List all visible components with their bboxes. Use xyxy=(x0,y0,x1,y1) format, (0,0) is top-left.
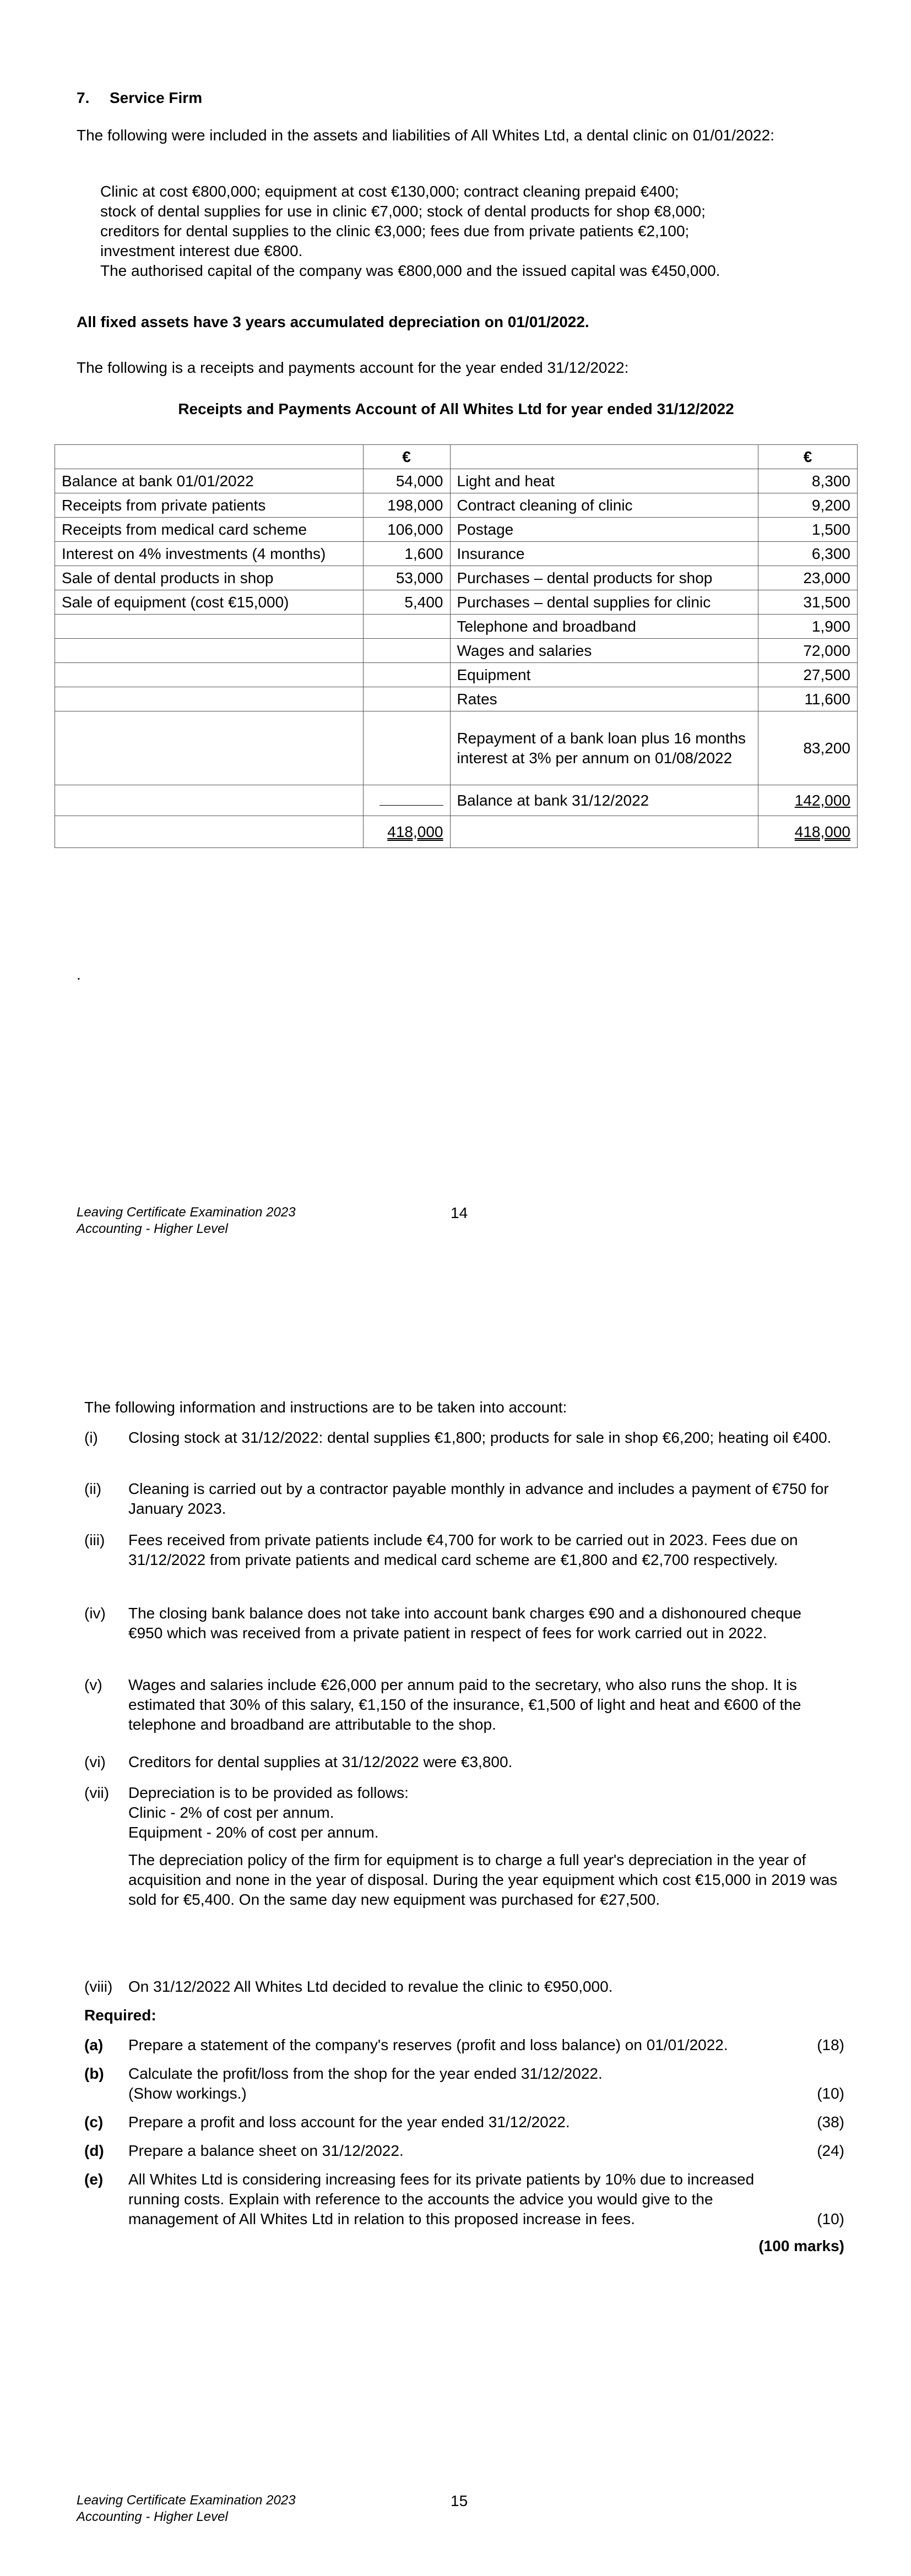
payment-value: 6,300 xyxy=(758,542,858,566)
receipt-value: 106,000 xyxy=(363,518,450,542)
question-label: (d) xyxy=(84,2142,104,2159)
receipt-value: 54,000 xyxy=(363,469,450,493)
footer-subject: Accounting - Higher Level xyxy=(77,2509,228,2524)
receipt-value xyxy=(363,687,450,711)
closing-balance-value: 142,000 xyxy=(794,791,850,809)
receipt-label xyxy=(55,687,364,711)
receipt-label: Receipts from medical card scheme xyxy=(55,518,364,542)
item-label: (vii) xyxy=(84,1784,110,1801)
question-item xyxy=(84,2141,844,2161)
receipt-label: Balance at bank 01/01/2022 xyxy=(55,469,364,493)
payment-label: Rates xyxy=(450,687,758,711)
receipt-label xyxy=(55,816,364,848)
required-heading: Required: xyxy=(84,2007,156,2024)
question-text: Prepare a profit and loss account for the year ended 31/12/2022. xyxy=(128,2113,570,2131)
payment-label: Insurance xyxy=(450,542,758,566)
footer xyxy=(77,1204,296,1237)
payments-total-cell xyxy=(758,816,858,848)
table-row-loan xyxy=(55,711,858,785)
closing-balance-cell xyxy=(758,785,858,816)
item-label: (v) xyxy=(84,1676,102,1693)
table-row-closing xyxy=(55,785,858,816)
item-label: (ii) xyxy=(84,1480,102,1497)
question-marks: (24) xyxy=(817,2142,844,2159)
receipt-label: Interest on 4% investments (4 months) xyxy=(55,542,364,566)
intro-paragraph: The following were included in the assets and liabilities of All Whites Ltd, a dental clinic on 01/01/2022: xyxy=(77,127,774,144)
question-label: (e) xyxy=(84,2171,104,2188)
question-item xyxy=(84,2170,844,2229)
table-row xyxy=(55,542,858,566)
total-marks: (100 marks) xyxy=(758,2237,844,2254)
receipts-total: 418,000 xyxy=(387,823,443,840)
instruction-item xyxy=(84,1604,844,1643)
table-row xyxy=(55,590,858,615)
question-subtext: (Show workings.) xyxy=(128,2085,247,2102)
payment-value: 72,000 xyxy=(758,639,858,663)
question-marks: (18) xyxy=(817,2036,844,2053)
payment-value: 11,600 xyxy=(758,687,858,711)
depreciation-note: All fixed assets have 3 years accumulated depreciation on 01/01/2022. xyxy=(77,313,589,330)
payment-label: Light and heat xyxy=(450,469,758,493)
item-label: (vi) xyxy=(84,1753,106,1770)
rp-intro: The following is a receipts and payments account for the year ended 31/12/2022: xyxy=(77,359,629,376)
closing-balance-label: Balance at bank 31/12/2022 xyxy=(450,785,758,816)
item-text: Cleaning is carried out by a contractor payable monthly in advance and includes a payment of €750 for January 2023. xyxy=(128,1480,829,1517)
receipt-value xyxy=(363,711,450,785)
payment-label: Telephone and broadband xyxy=(450,615,758,639)
table-title: Receipts and Payments Account of All Whites Ltd for year ended 31/12/2022 xyxy=(178,400,734,417)
instruction-item xyxy=(84,1479,844,1519)
item-text: Closing stock at 31/12/2022: dental supplies €1,800; products for sale in shop €6,200; heating oil €400. xyxy=(128,1429,832,1446)
question-label: (c) xyxy=(84,2113,104,2131)
opening-line: stock of dental supplies for use in clinic €7,000; stock of dental products for shop €8,000; xyxy=(100,203,706,220)
table-row-totals xyxy=(55,816,858,848)
loan-repayment-label: Repayment of a bank loan plus 16 months interest at 3% per annum on 01/08/2022 xyxy=(450,711,758,785)
table-header-row xyxy=(55,445,858,469)
question-marks: (10) xyxy=(817,2210,844,2227)
item-label: (iii) xyxy=(84,1531,105,1548)
receipt-value xyxy=(363,639,450,663)
instruction-item xyxy=(84,1783,844,1910)
receipt-label: Sale of equipment (cost €15,000) xyxy=(55,590,364,615)
payment-label: Purchases – dental products for shop xyxy=(450,566,758,590)
item-text: On 31/12/2022 All Whites Ltd decided to revalue the clinic to €950,000. xyxy=(128,1978,613,1995)
receipt-label: Receipts from private patients xyxy=(55,493,364,518)
item-text: Fees received from private patients include €4,700 for work to be carried out in 2023. Fees due on 31/12/2022 from private patients and medical card scheme are €1,800 and €2,700 respectively. xyxy=(128,1531,798,1568)
capital-line: The authorised capital of the company was €800,000 and the issued capital was €450,000. xyxy=(100,262,720,279)
payment-label: Wages and salaries xyxy=(450,639,758,663)
opening-balances-block xyxy=(100,182,860,281)
table-row xyxy=(55,518,858,542)
table-row xyxy=(55,469,858,493)
loan-repayment-value: 83,200 xyxy=(758,711,858,785)
item-text: Wages and salaries include €26,000 per annum paid to the secretary, who also runs the shop. It is estimated that 30% of this salary, €1,150 of the insurance, €1,500 of light and heat and €600 of the telephone and broadband are attributable to the shop. xyxy=(128,1676,801,1733)
payment-value: 8,300 xyxy=(758,469,858,493)
receipts-total-cell xyxy=(363,816,450,848)
item-label: (viii) xyxy=(84,1978,113,1995)
receipt-value: 53,000 xyxy=(363,566,450,590)
page-number: 15 xyxy=(451,2492,468,2509)
footer-exam: Leaving Certificate Examination 2023 xyxy=(77,1205,296,1220)
question-text: Prepare a statement of the company's reserves (profit and loss balance) on 01/01/2022. xyxy=(128,2036,728,2053)
header-blank xyxy=(55,445,364,469)
question-item xyxy=(84,2112,844,2132)
opening-line: Clinic at cost €800,000; equipment at cost €130,000; contract cleaning prepaid €400; xyxy=(100,183,679,200)
page-number: 14 xyxy=(451,1204,468,1221)
table-row xyxy=(55,615,858,639)
question-label: (a) xyxy=(84,2036,104,2053)
receipts-currency-header: € xyxy=(363,445,450,469)
depreciation-policy: The depreciation policy of the firm for equipment is to charge a full year's depreciation in the year of acquisition and none in the year of disposal. During the year equipment which cost €15,000 in 2019 was sold for €5,400. On the same day new equipment was purchased for €27,500. xyxy=(128,1851,838,1908)
payment-value: 1,900 xyxy=(758,615,858,639)
table-row xyxy=(55,639,858,663)
payment-value: 23,000 xyxy=(758,566,858,590)
item-label: (i) xyxy=(84,1429,98,1446)
stray-mark: . xyxy=(77,966,81,983)
receipt-subtotal-line xyxy=(363,785,450,816)
receipt-label xyxy=(55,663,364,687)
table-row xyxy=(55,687,858,711)
page-15 xyxy=(0,1288,911,2576)
instruction-item xyxy=(84,1752,844,1772)
receipt-label xyxy=(55,711,364,785)
footer-exam: Leaving Certificate Examination 2023 xyxy=(77,2493,296,2508)
depreciation-clinic: Clinic - 2% of cost per annum. xyxy=(128,1804,334,1821)
instruction-item xyxy=(84,1428,844,1448)
instructions-intro: The following information and instructions are to be taken into account: xyxy=(84,1399,567,1416)
question-number: 7. xyxy=(77,89,90,106)
instruction-item xyxy=(84,1675,844,1735)
receipt-value: 198,000 xyxy=(363,493,450,518)
item-text: The closing bank balance does not take into account bank charges €90 and a dishonoured cheque €950 which was received from a private patient in respect of fees for work carried out in 2022. xyxy=(128,1605,801,1642)
question-text: Calculate the profit/loss from the shop for the year ended 31/12/2022. xyxy=(128,2065,603,2082)
payments-currency-header: € xyxy=(758,445,858,469)
item-text: Depreciation is to be provided as follows: xyxy=(128,1784,409,1801)
payment-label: Purchases – dental supplies for clinic xyxy=(450,590,758,615)
item-label: (iv) xyxy=(84,1605,106,1622)
instruction-item xyxy=(84,1977,844,1997)
footer-subject: Accounting - Higher Level xyxy=(77,1221,228,1236)
instruction-item xyxy=(84,1530,844,1570)
question-marks: (38) xyxy=(817,2113,844,2131)
payment-value: 31,500 xyxy=(758,590,858,615)
item-text: Creditors for dental supplies at 31/12/2022 were €3,800. xyxy=(128,1753,513,1770)
payment-value: 27,500 xyxy=(758,663,858,687)
payments-total: 418,000 xyxy=(794,823,850,840)
opening-line: investment interest due €800. xyxy=(100,242,303,259)
payment-label: Equipment xyxy=(450,663,758,687)
table-row xyxy=(55,493,858,518)
receipt-value xyxy=(363,663,450,687)
receipt-value xyxy=(363,615,450,639)
footer xyxy=(77,2492,296,2525)
header-blank xyxy=(450,445,758,469)
payment-label xyxy=(450,816,758,848)
opening-line: creditors for dental supplies to the clinic €3,000; fees due from private patients €2,100; xyxy=(100,222,690,240)
receipts-payments-table xyxy=(55,444,858,848)
table-row xyxy=(55,663,858,687)
question-label: (b) xyxy=(84,2065,104,2082)
question-item xyxy=(84,2035,844,2055)
receipt-value: 1,600 xyxy=(363,542,450,566)
question-text: All Whites Ltd is considering increasing fees for its private patients by 10% due to increased running costs. Explain with reference to the accounts the advice you would give to the management of All Whites Ltd in relation to this proposed increase in fees. xyxy=(128,2171,755,2227)
receipt-label: Sale of dental products in shop xyxy=(55,566,364,590)
question-text: Prepare a balance sheet on 31/12/2022. xyxy=(128,2142,404,2159)
question-item xyxy=(84,2064,844,2104)
payment-label: Postage xyxy=(450,518,758,542)
receipt-label xyxy=(55,785,364,816)
payment-label: Contract cleaning of clinic xyxy=(450,493,758,518)
payment-value: 1,500 xyxy=(758,518,858,542)
table-row xyxy=(55,566,858,590)
question-marks: (10) xyxy=(817,2085,844,2102)
receipt-label xyxy=(55,615,364,639)
receipt-label xyxy=(55,639,364,663)
question-title: Service Firm xyxy=(110,89,203,106)
depreciation-equipment: Equipment - 20% of cost per annum. xyxy=(128,1824,379,1841)
payment-value: 9,200 xyxy=(758,493,858,518)
receipt-value: 5,400 xyxy=(363,590,450,615)
